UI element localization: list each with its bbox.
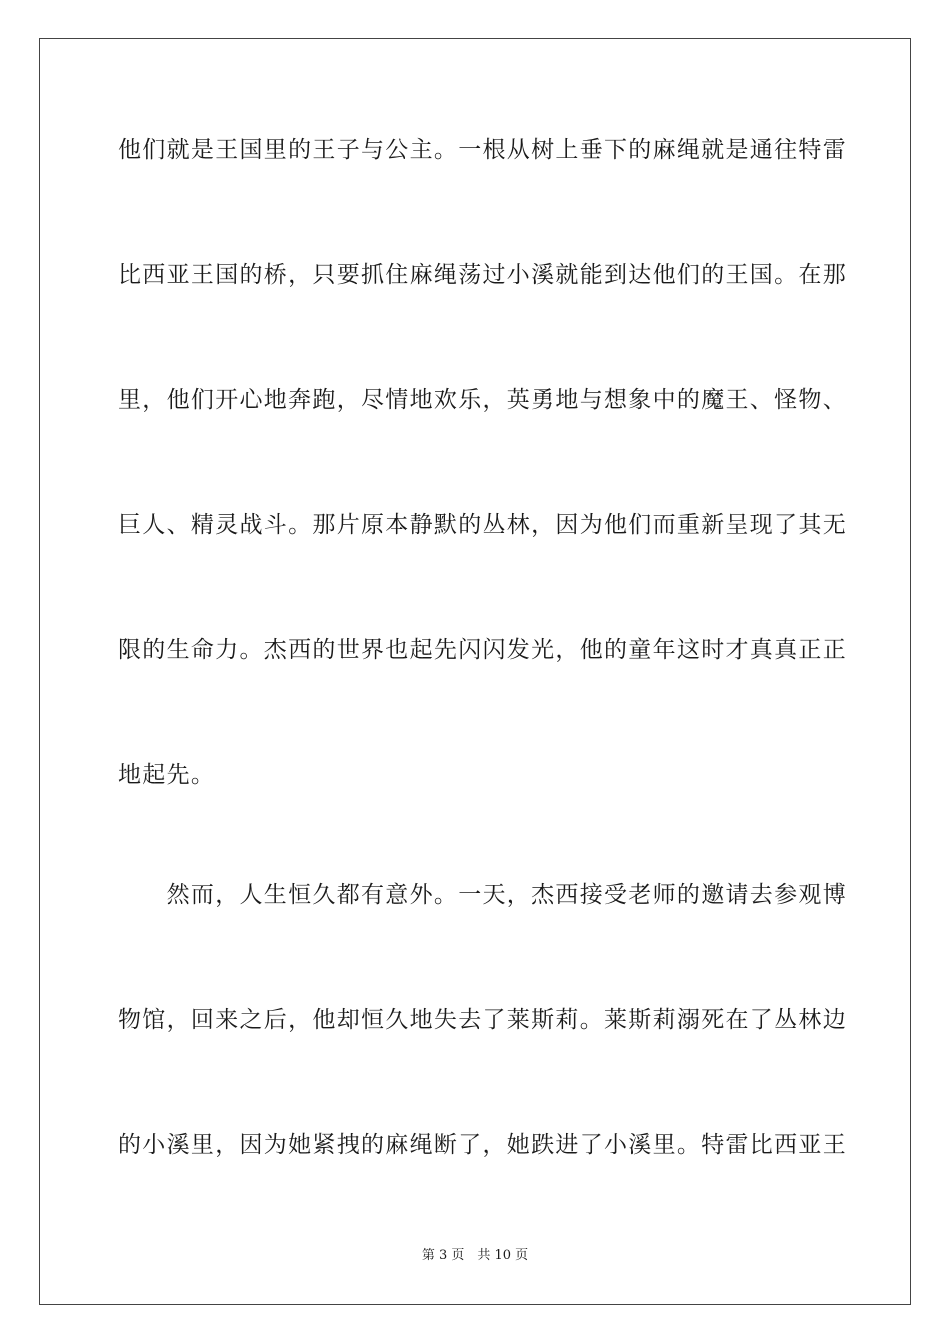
paragraph-line: 然而，人生恒久都有意外。一天，杰西接受老师的邀请去参观博 [118, 882, 847, 908]
page-number-footer: 第 3 页 共 10 页 [421, 1248, 529, 1263]
page-border [39, 38, 911, 1305]
paragraph-line: 的小溪里，因为她紧拽的麻绳断了，她跌进了小溪里。特雷比西亚王 [118, 1132, 847, 1158]
paragraph-line: 里，他们开心地奔跑，尽情地欢乐，英勇地与想象中的魔王、怪物、 [118, 387, 847, 413]
paragraph-line: 限的生命力。杰西的世界也起先闪闪发光，他的童年这时才真真正正 [118, 637, 847, 663]
paragraph-line: 地起先。 [118, 762, 216, 788]
paragraph-line: 比西亚王国的桥，只要抓住麻绳荡过小溪就能到达他们的王国。在那 [118, 262, 847, 288]
paragraph-line: 物馆，回来之后，他却恒久地失去了莱斯莉。莱斯莉溺死在了丛林边 [118, 1007, 847, 1033]
paragraph-line: 巨人、精灵战斗。那片原本静默的丛林，因为他们而重新呈现了其无 [118, 512, 847, 538]
paragraph-line: 他们就是王国里的王子与公主。一根从树上垂下的麻绳就是通往特雷 [118, 137, 847, 163]
